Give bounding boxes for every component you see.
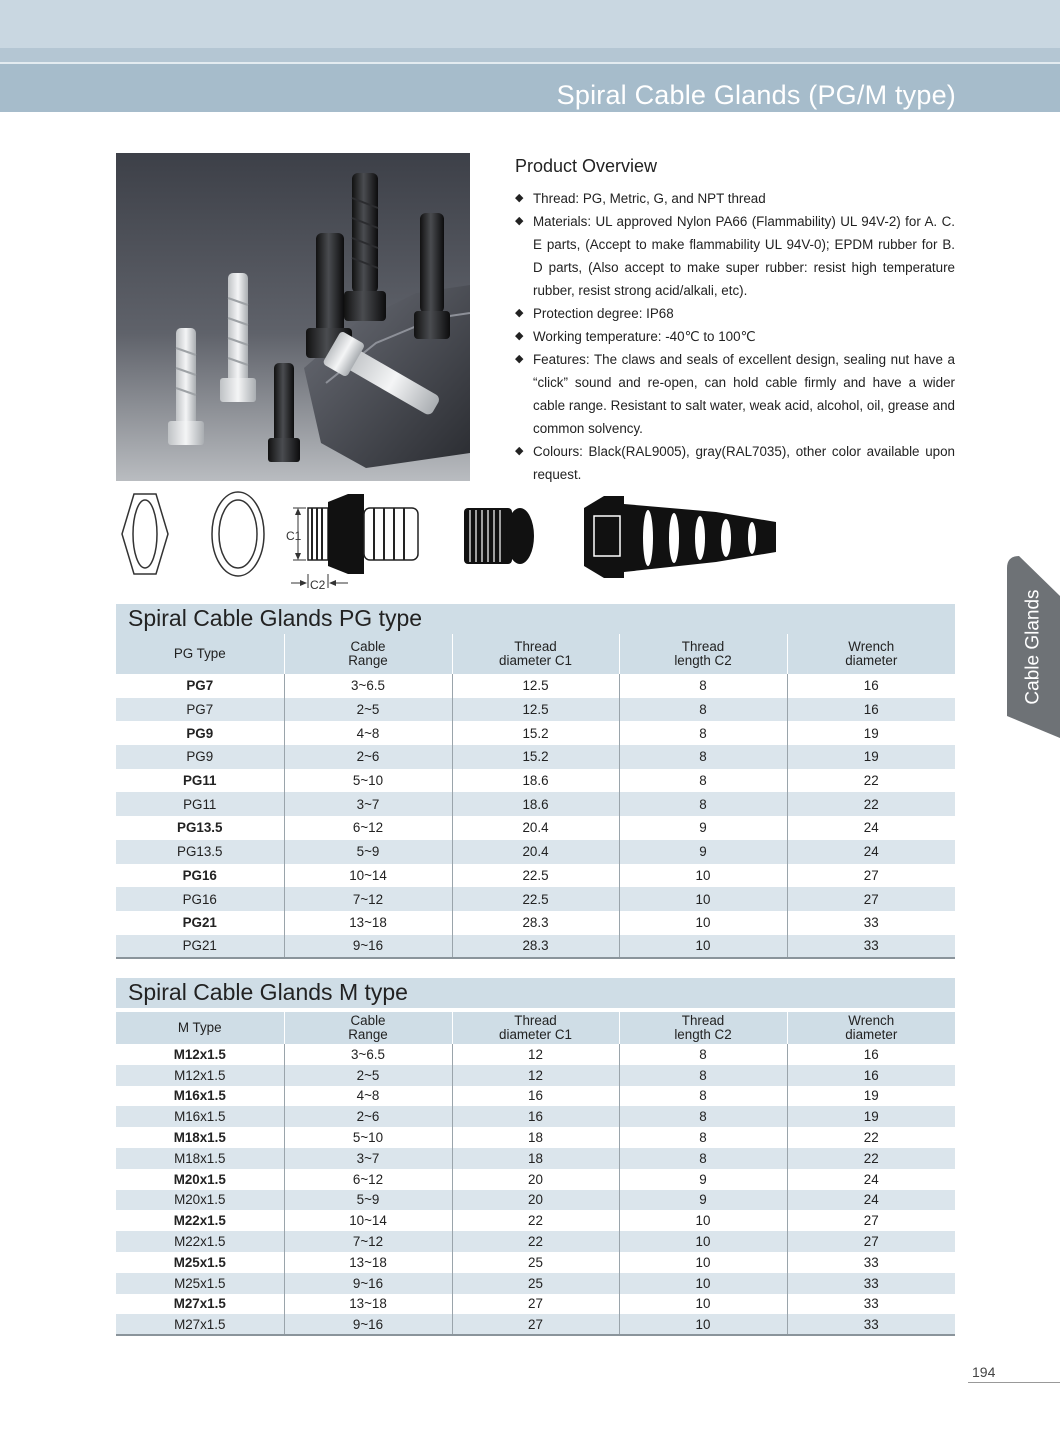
- column-header: [116, 634, 284, 674]
- table-cell: 22: [787, 792, 955, 816]
- table-row: [116, 1190, 955, 1211]
- table-cell: PG16: [116, 887, 284, 911]
- table-cell: 28.3: [452, 935, 619, 959]
- column-header-line: Wrench: [848, 639, 895, 654]
- table-cell: 6~12: [284, 1169, 452, 1190]
- overview-item-text: Features: The claws and seals of excellent design, sealing nut have a “click” sound and re-open, can hold cable firmly and have a wider cable range. Resistant to salt water, weak acid, alcohol, oil, grease and common solvency.: [533, 352, 955, 436]
- table-row: [116, 1127, 955, 1148]
- c1-label: C1: [286, 529, 302, 543]
- table-cell: 33: [787, 1314, 955, 1335]
- table-row: [116, 1086, 955, 1107]
- table-cell: 33: [787, 1294, 955, 1315]
- column-header-line: diameter: [845, 1027, 898, 1042]
- table-cell: 27: [787, 887, 955, 911]
- table-cell: 12.5: [452, 674, 619, 698]
- table-cell: 22: [452, 1231, 619, 1252]
- table-row: [116, 1210, 955, 1231]
- page-number-rule: [968, 1382, 1060, 1383]
- sealing-nut-drawing: [464, 508, 534, 564]
- column-header-line: Thread: [681, 639, 725, 654]
- table-cell: 19: [787, 745, 955, 769]
- column-header-line: length C2: [674, 653, 732, 668]
- table-cell: 16: [787, 674, 955, 698]
- page-title: Spiral Cable Glands (PG/M type): [556, 80, 956, 110]
- diamond-bullet-icon: ◆: [515, 215, 524, 227]
- table-row: [116, 935, 955, 959]
- m-type-table: [116, 1012, 955, 1336]
- table-cell: 8: [619, 769, 787, 793]
- table-cell: 10: [619, 1314, 787, 1335]
- column-header: [284, 1012, 452, 1044]
- header-top-band: [0, 0, 1060, 48]
- overview-item: [515, 325, 955, 348]
- column-header-line: Cable: [350, 639, 386, 654]
- column-header-line: diameter C1: [499, 653, 572, 668]
- table-cell: 20.4: [452, 840, 619, 864]
- hex-nut-drawing: [122, 494, 168, 574]
- table-cell: 8: [619, 1044, 787, 1065]
- m-table-title-bar: [116, 978, 955, 1008]
- column-header-line: PG Type: [173, 646, 226, 661]
- table-row: [116, 1273, 955, 1294]
- table-row: [116, 816, 955, 840]
- table-cell: 10: [619, 935, 787, 959]
- overview-title: Product Overview: [515, 156, 658, 176]
- pg-table-title-bar: [116, 604, 955, 634]
- table-cell: 3~6.5: [284, 1044, 452, 1065]
- table-cell: 9: [619, 1190, 787, 1211]
- table-cell: 8: [619, 1065, 787, 1086]
- table-cell: M12x1.5: [173, 1046, 226, 1062]
- table-header-row: [116, 634, 955, 674]
- table-cell: PG21: [116, 935, 284, 959]
- table-cell: 10: [619, 887, 787, 911]
- table-cell: 5~9: [284, 1190, 452, 1211]
- table-cell: 19: [787, 1106, 955, 1127]
- table-cell: 16: [787, 698, 955, 722]
- table-cell: 28.3: [452, 911, 619, 935]
- table-row: [116, 745, 955, 769]
- table-cell: 12: [452, 1044, 619, 1065]
- table-cell: 9: [619, 1169, 787, 1190]
- c2-label: C2: [310, 578, 326, 592]
- table-row: [116, 840, 955, 864]
- column-header-line: Cable: [350, 1013, 386, 1028]
- table-cell: 22: [787, 769, 955, 793]
- table-cell: PG21: [182, 915, 217, 931]
- table-cell: 15.2: [452, 721, 619, 745]
- diamond-bullet-icon: ◆: [515, 307, 524, 319]
- table-cell: 33: [787, 1252, 955, 1273]
- table-cell: 7~12: [284, 1231, 452, 1252]
- table-cell: 9: [619, 816, 787, 840]
- table-cell: 22: [787, 1127, 955, 1148]
- table-row: [116, 1106, 955, 1127]
- overview-item-text: Colours: Black(RAL9005), gray(RAL7035), other color available upon request.: [533, 444, 955, 482]
- table-cell: 27: [452, 1314, 619, 1335]
- table-cell: 10: [619, 864, 787, 888]
- table-cell: 18.6: [452, 792, 619, 816]
- overview-item: [515, 302, 955, 325]
- overview-list: [515, 187, 955, 486]
- overview-item: [515, 348, 955, 440]
- column-header: [452, 1012, 619, 1044]
- table-row: [116, 792, 955, 816]
- table-cell: 19: [787, 1086, 955, 1107]
- table-cell: 27: [787, 1210, 955, 1231]
- table-cell: 16: [452, 1106, 619, 1127]
- table-cell: 33: [787, 1273, 955, 1294]
- table-cell: 13~18: [284, 911, 452, 935]
- overview-item-text: Working temperature: -40℃ to 100℃: [533, 329, 756, 344]
- table-cell: 5~10: [284, 1127, 452, 1148]
- column-header-line: Thread: [514, 639, 557, 654]
- table-cell: M20x1.5: [173, 1171, 226, 1187]
- table-cell: 20.4: [452, 816, 619, 840]
- table-cell: M25x1.5: [173, 1254, 226, 1270]
- table-row: [116, 674, 955, 698]
- table-row: [116, 1044, 955, 1065]
- table-cell: PG13.5: [116, 840, 284, 864]
- diamond-bullet-icon: ◆: [515, 353, 524, 365]
- table-cell: 10: [619, 1210, 787, 1231]
- table-cell: 16: [787, 1044, 955, 1065]
- table-cell: 3~6.5: [284, 674, 452, 698]
- column-header: [787, 1012, 955, 1044]
- table-cell: 18.6: [452, 769, 619, 793]
- table-cell: 3~7: [284, 1148, 452, 1169]
- overview-item: [515, 440, 955, 486]
- technical-drawing: [116, 488, 796, 596]
- table-cell: 8: [619, 721, 787, 745]
- table-cell: 2~5: [284, 1065, 452, 1086]
- side-tab-text: Cable Glands: [1022, 589, 1044, 705]
- table-row: [116, 864, 955, 888]
- m-table-title: Spiral Cable Glands M type: [128, 979, 408, 1005]
- page-number: 194: [972, 1364, 996, 1380]
- overview-item: [515, 210, 955, 302]
- spiral-nut-drawing: [584, 496, 776, 578]
- table-cell: 8: [619, 1106, 787, 1127]
- table-cell: 8: [619, 745, 787, 769]
- table-cell: 25: [452, 1273, 619, 1294]
- pg-type-table: [116, 634, 955, 959]
- table-cell: PG11: [182, 773, 217, 789]
- table-cell: 22: [787, 1148, 955, 1169]
- table-row: [116, 698, 955, 722]
- column-header: [116, 1012, 284, 1044]
- table-cell: 8: [619, 674, 787, 698]
- table-cell: 8: [619, 1086, 787, 1107]
- column-header-line: diameter: [845, 653, 898, 668]
- table-cell: M27x1.5: [116, 1314, 284, 1335]
- table-cell: 3~7: [284, 792, 452, 816]
- table-row: [116, 1169, 955, 1190]
- overview-item-text: Thread: PG, Metric, G, and NPT thread: [533, 191, 766, 206]
- table-cell: 10: [619, 911, 787, 935]
- table-cell: 10: [619, 1294, 787, 1315]
- table-cell: 16: [787, 1065, 955, 1086]
- table-row: [116, 721, 955, 745]
- table-row: [116, 1148, 955, 1169]
- table-cell: 12: [452, 1065, 619, 1086]
- table-cell: 24: [787, 1169, 955, 1190]
- table-cell: 24: [787, 840, 955, 864]
- table-cell: 10: [619, 1252, 787, 1273]
- table-cell: 22: [452, 1210, 619, 1231]
- table-cell: 16: [452, 1086, 619, 1107]
- table-cell: 20: [452, 1190, 619, 1211]
- table-row: [116, 911, 955, 935]
- table-cell: 9: [619, 840, 787, 864]
- column-header-line: length C2: [674, 1027, 732, 1042]
- table-cell: 10~14: [284, 1210, 452, 1231]
- table-cell: M22x1.5: [116, 1231, 284, 1252]
- table-cell: 5~10: [284, 769, 452, 793]
- table-cell: PG16: [182, 867, 217, 883]
- overview-item-text: Materials: UL approved Nylon PA66 (Flammability) UL 94V-2) for A. C. E parts, (Accept to make flammability UL 94V-0); EPDM rubber for B. D parts, (Also accept to make super rubber: resist high temperature rubber, resist strong acid/alkali, etc).: [533, 214, 955, 298]
- product-photo: [116, 153, 470, 481]
- table-cell: 13~18: [284, 1252, 452, 1273]
- table-cell: 12.5: [452, 698, 619, 722]
- table-cell: M18x1.5: [173, 1130, 226, 1146]
- gland-body-drawing: [286, 494, 418, 592]
- table-cell: PG9: [116, 745, 284, 769]
- diamond-bullet-icon: ◆: [515, 445, 524, 457]
- column-header: [787, 634, 955, 674]
- column-header-line: Thread: [681, 1013, 725, 1028]
- table-cell: 10: [619, 1231, 787, 1252]
- table-cell: M22x1.5: [173, 1213, 226, 1229]
- table-cell: 10: [619, 1273, 787, 1294]
- table-cell: 10~14: [284, 864, 452, 888]
- header-divider-band: [0, 48, 1060, 64]
- table-cell: 8: [619, 1148, 787, 1169]
- table-cell: PG7: [116, 698, 284, 722]
- table-cell: 15.2: [452, 745, 619, 769]
- table-cell: PG11: [116, 792, 284, 816]
- diamond-bullet-icon: ◆: [515, 192, 524, 204]
- table-cell: PG13.5: [177, 820, 223, 836]
- table-cell: 2~6: [284, 745, 452, 769]
- table-cell: 2~5: [284, 698, 452, 722]
- table-cell: 2~6: [284, 1106, 452, 1127]
- table-cell: 7~12: [284, 887, 452, 911]
- table-cell: M16x1.5: [116, 1106, 284, 1127]
- table-cell: 27: [787, 1231, 955, 1252]
- column-header-line: Thread: [514, 1013, 557, 1028]
- table-row: [116, 1252, 955, 1273]
- table-cell: 18: [452, 1148, 619, 1169]
- table-cell: M18x1.5: [116, 1148, 284, 1169]
- table-cell: 22.5: [452, 864, 619, 888]
- table-row: [116, 1231, 955, 1252]
- table-cell: 25: [452, 1252, 619, 1273]
- table-cell: 8: [619, 792, 787, 816]
- table-cell: PG7: [186, 678, 214, 694]
- column-header-line: M Type: [177, 1020, 222, 1035]
- table-cell: 4~8: [284, 721, 452, 745]
- column-header-line: Wrench: [848, 1013, 895, 1028]
- column-header: [619, 1012, 787, 1044]
- column-header: [284, 634, 452, 674]
- side-tab-label: [1007, 556, 1060, 738]
- table-cell: 19: [787, 721, 955, 745]
- seal-ring-drawing: [212, 492, 264, 576]
- table-cell: 27: [452, 1294, 619, 1315]
- column-header-line: Range: [348, 1027, 388, 1042]
- table-cell: 4~8: [284, 1086, 452, 1107]
- table-row: [116, 1065, 955, 1086]
- overview-item-text: Protection degree: IP68: [533, 306, 674, 321]
- table-cell: M25x1.5: [116, 1273, 284, 1294]
- table-cell: 20: [452, 1169, 619, 1190]
- overview-item: [515, 187, 955, 210]
- table-cell: PG9: [186, 725, 214, 741]
- product-overview: [515, 156, 955, 486]
- table-cell: 27: [787, 864, 955, 888]
- table-row: [116, 887, 955, 911]
- table-cell: 8: [619, 1127, 787, 1148]
- table-cell: 5~9: [284, 840, 452, 864]
- column-header-line: Range: [348, 653, 388, 668]
- table-row: [116, 769, 955, 793]
- table-cell: 24: [787, 816, 955, 840]
- column-header: [619, 634, 787, 674]
- table-cell: 33: [787, 911, 955, 935]
- table-cell: 9~16: [284, 1314, 452, 1335]
- table-cell: 9~16: [284, 1273, 452, 1294]
- table-cell: 22.5: [452, 887, 619, 911]
- table-cell: 33: [787, 935, 955, 959]
- table-cell: 24: [787, 1190, 955, 1211]
- table-cell: M16x1.5: [173, 1088, 226, 1104]
- column-header: [452, 634, 619, 674]
- table-cell: 6~12: [284, 816, 452, 840]
- table-cell: M27x1.5: [173, 1296, 226, 1312]
- table-cell: 9~16: [284, 935, 452, 959]
- table-row: [116, 1314, 955, 1335]
- pg-table-title: Spiral Cable Glands PG type: [128, 605, 423, 631]
- table-cell: 8: [619, 698, 787, 722]
- table-row: [116, 1294, 955, 1315]
- table-header-row: [116, 1012, 955, 1044]
- table-cell: 13~18: [284, 1294, 452, 1315]
- diamond-bullet-icon: ◆: [515, 330, 524, 342]
- table-cell: M20x1.5: [116, 1190, 284, 1211]
- table-cell: M12x1.5: [116, 1065, 284, 1086]
- table-cell: 18: [452, 1127, 619, 1148]
- column-header-line: diameter C1: [499, 1027, 572, 1042]
